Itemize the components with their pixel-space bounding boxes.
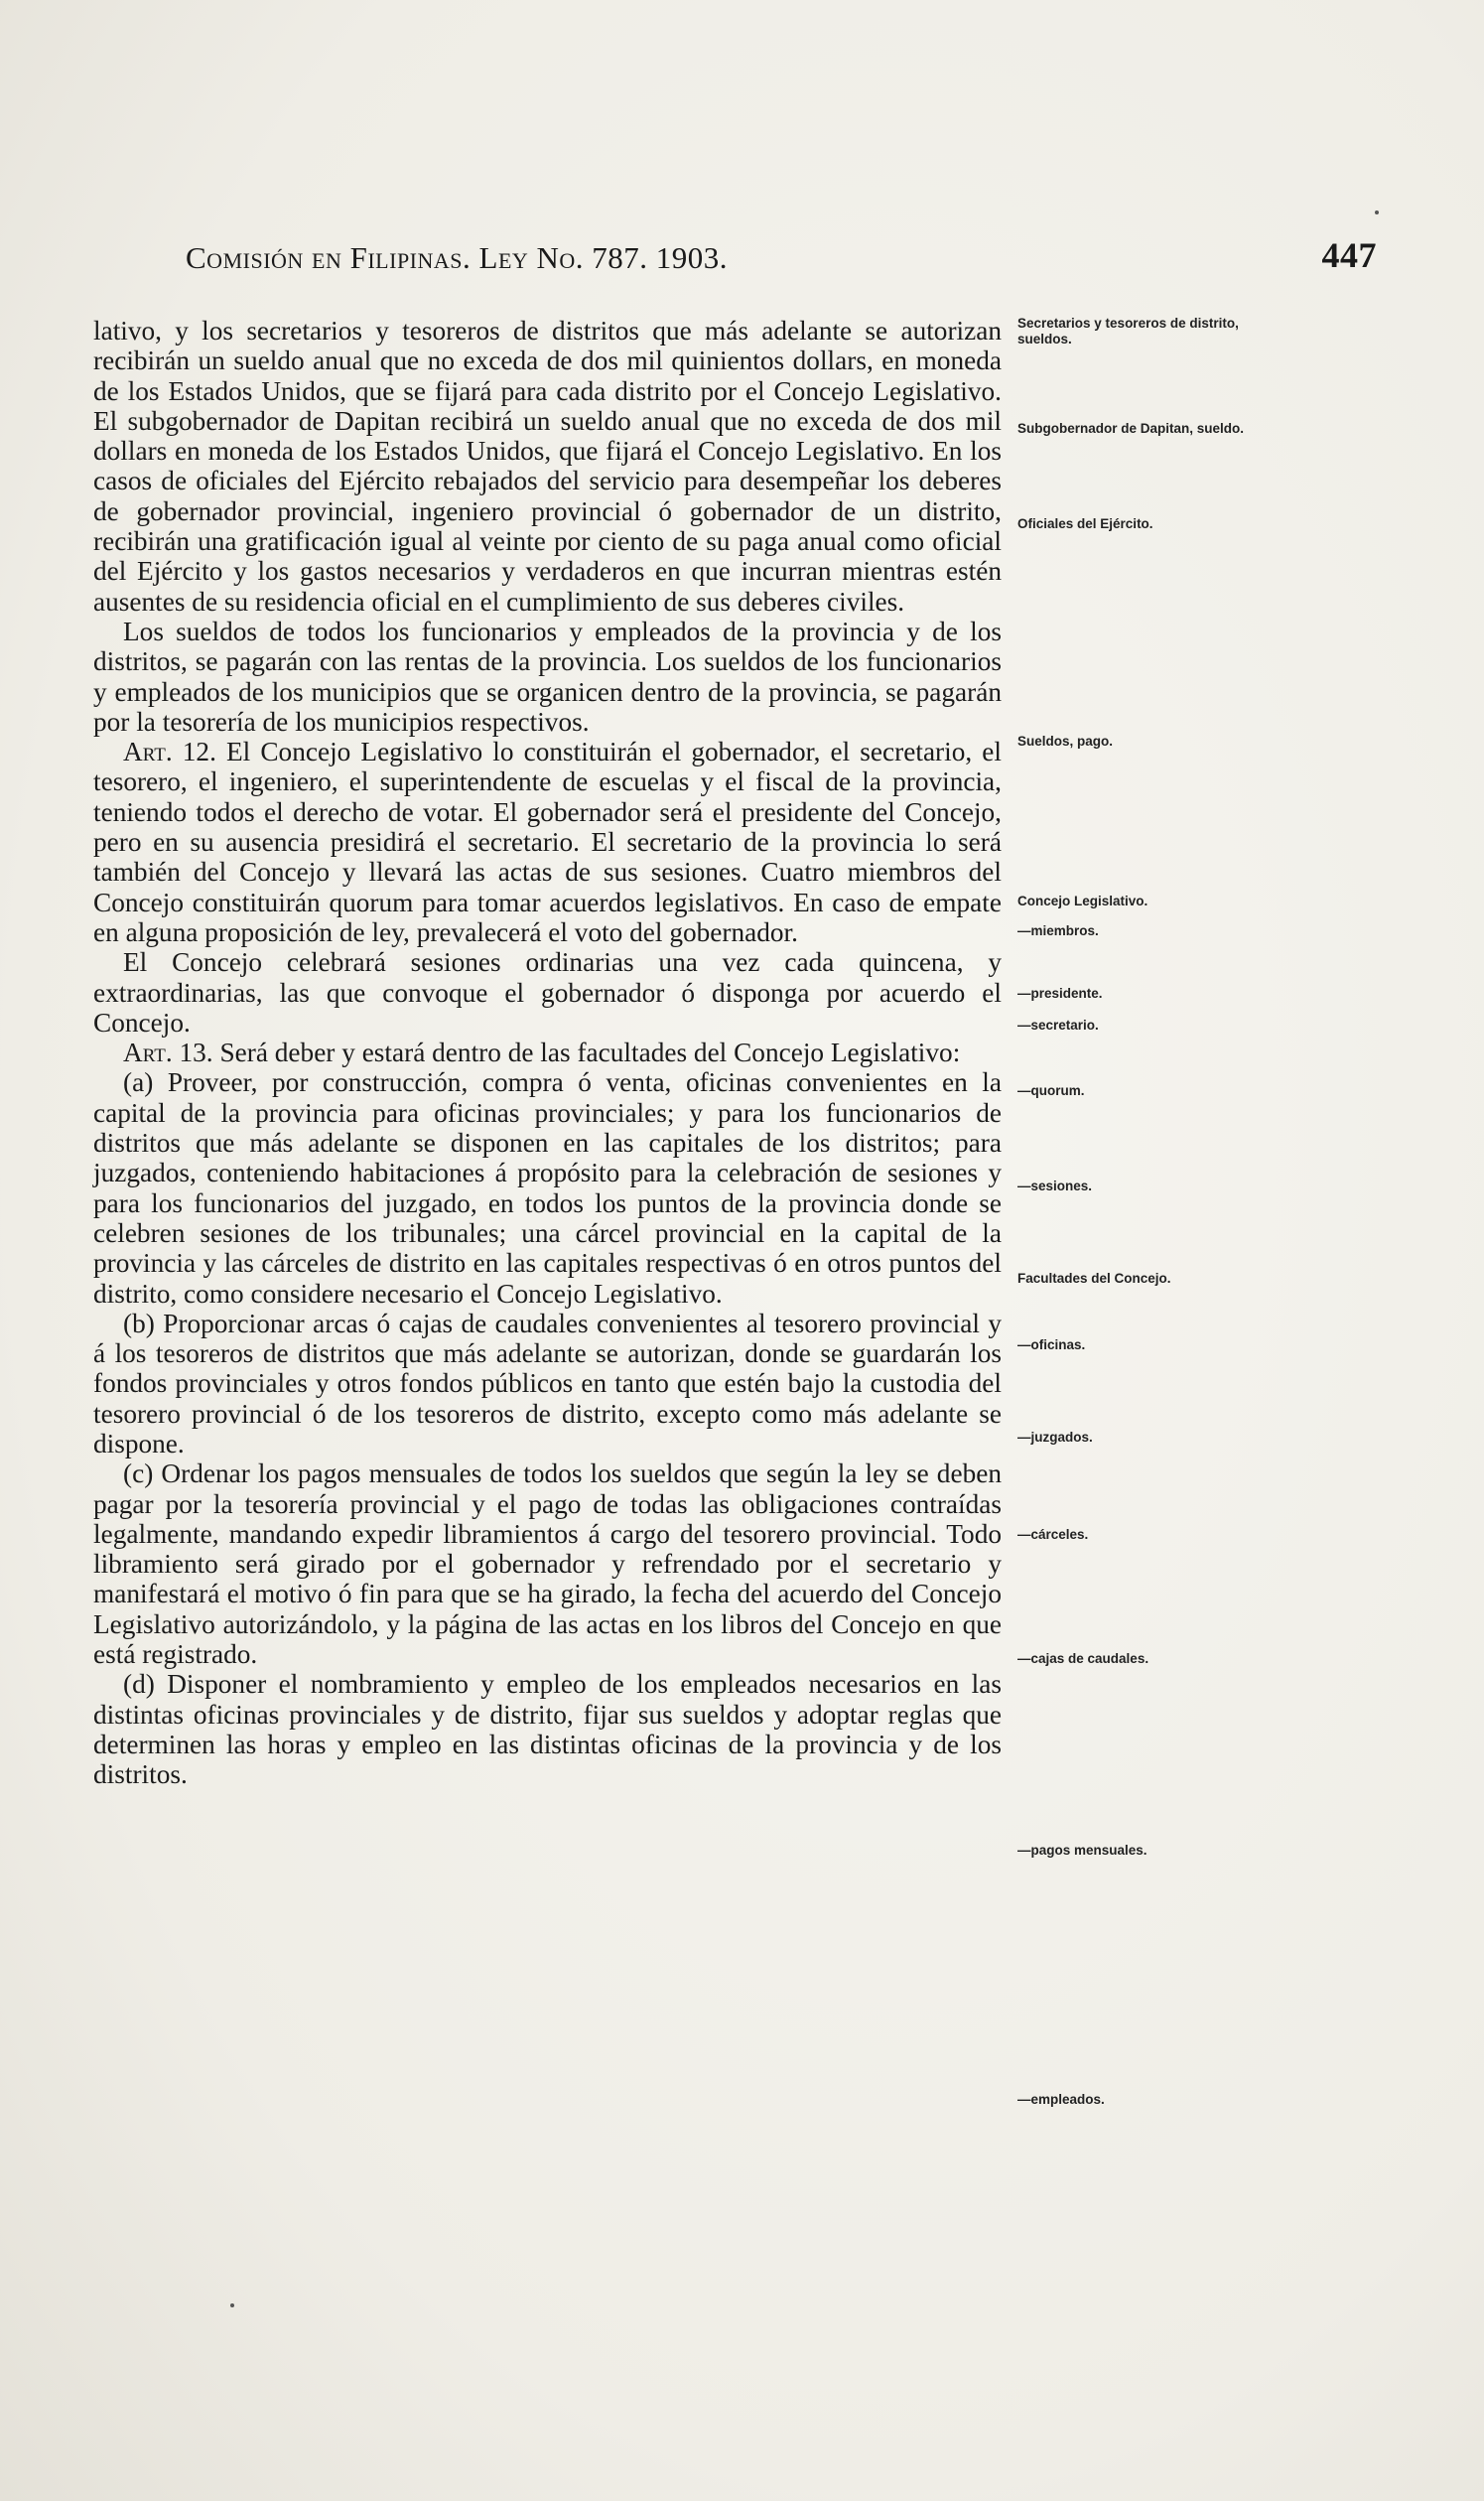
margin-note: —cárceles. [1017,1527,1089,1542]
margin-note: —presidente. [1017,986,1103,1001]
margin-note: Subgobernador de Dapitan, sueldo. [1017,421,1245,436]
margin-note: Concejo Legislativo. [1017,894,1148,908]
paragraph: lativo, y los secretarios y tesoreros de distritos que más adelante se autorizan recibirán un sueldo anual que no exceda de dos mil quinientos dollars, en moneda de los Estados Unidos, que se fijará para cada distrito por el Concejo Legislativo. El subgobernador de Dapitan recibirá un sueldo anual que no exceda de dos mil dollars en moneda de los Estados Unidos, que fijará el Concejo Legislativo. En los casos de oficiales del Ejército rebajados del servicio para desempeñar los deberes de gobernador provincial, ingeniero provincial ó gobernador de un distrito, recibirán una gratificación igual al veinte por ciento de su paga anual como oficial del Ejército y los gastos necesarios y verdaderos en que incurran mientras estén ausentes de su residencia oficial en el cumplimiento de sus deberes civiles. [93,316,1002,617]
margin-note: —sesiones. [1017,1179,1093,1193]
clause-paragraph: (d) Disponer el nombramiento y empleo de los empleados necesarios en las distintas oficinas provinciales y de distrito, fijar sus sueldos y adoptar reglas que determinen las horas y empleo en las distintas oficinas de la provincia y de los distritos. [93,1669,1002,1790]
article-paragraph [93,737,1002,947]
margin-note: —pagos mensuales. [1017,1843,1147,1858]
article-paragraph [93,1038,1002,1067]
margin-note: —quorum. [1017,1083,1085,1098]
page-number: 447 [1321,235,1377,275]
paragraph: Los sueldos de todos los funcionarios y empleados de la provincia y de los distritos, se pagarán con las rentas de la provincia. Los sueldos de los funcionarios y empleados de los municipios que se organicen dentro de la provincia, se pagarán por la tesorería de los municipios respectivos. [93,616,1002,737]
print-speck [230,2303,234,2307]
margin-note: —cajas de caudales. [1017,1651,1149,1666]
margin-note: —oficinas. [1017,1337,1086,1352]
page-header [186,234,1377,284]
clause-paragraph: (c) Ordenar los pagos mensuales de todos los sueldos que según la ley se deben pagar por la tesorería provincial y el pago de todas las obligaciones contraídas legalmente, mandando expedir libramientos á cargo del tesorero provincial. Todo libramiento será girado por el gobernador y refrendado por el secretario y manifestará el motivo ó fin para que se ha girado, la fecha del acuerdo del Concejo Legislativo autorizándolo, y la página de las actas en los libros del Concejo en que está registrado. [93,1459,1002,1670]
margin-note: Oficiales del Ejército. [1017,516,1153,531]
margin-note: —empleados. [1017,2092,1105,2107]
running-title: Comisión en Filipinas. Ley No. 787. 1903. [186,240,729,275]
clause-paragraph: (a) Proveer, por construcción, compra ó venta, oficinas convenientes en la capital de la provincia para oficinas provinciales; y para los funcionarios de distritos que más adelante se disponen en las capitales de los distritos; para juzgados, conteniendo habitaciones á propósito para la celebración de sesiones y para los funcionarios del juzgado, en todos los puntos de la provincia donde se celebren sesiones de los tribunales; una cárcel provincial en la capital de la provincia y las cárceles de distrito en las capitales respectivas ó en otros puntos del distrito, como considere necesario el Concejo Legislativo. [93,1067,1002,1309]
article-number: Art. 13. [123,1038,213,1068]
margin-note: Secretarios y tesoreros de distrito, sueldos. [1017,316,1239,347]
print-speck [1375,210,1379,214]
margin-note: —miembros. [1017,923,1099,938]
paragraph: El Concejo celebrará sesiones ordinarias una vez cada quincena, y extraordinarias, las que convoque el gobernador ó disponga por acuerdo el Concejo. [93,947,1002,1038]
margin-note: —secretario. [1017,1018,1099,1033]
main-text [93,316,1002,1790]
article-number: Art. 12. [123,737,216,767]
margin-note: Sueldos, pago. [1017,734,1114,749]
margin-note: —juzgados. [1017,1430,1093,1445]
clause-paragraph: (b) Proporcionar arcas ó cajas de caudales convenientes al tesorero provincial y á los tesoreros de distritos que más adelante se autorizan, donde se guardarán los fondos provinciales y otros fondos públicos en tanto que estén bajo la custodia del tesorero provincial ó de los tesoreros de distrito, excepto como más adelante se dispone. [93,1308,1002,1459]
article-text: El Concejo Legislativo lo constituirán el gobernador, el secretario, el tesorero, el ingeniero, el superintendente de escuelas y el fiscal de la provincia, teniendo todos el derecho de votar. El gobernador será el presidente del Concejo, pero en su ausencia presidirá el secretario. El secretario de la provincia lo será también del Concejo y llevará las actas de sus sesiones. Cuatro miembros del Concejo constituirán quorum para tomar acuerdos legislativos. En caso de empate en alguna proposición de ley, prevalecerá el voto del gobernador. [93,737,1002,947]
article-text: Será deber y estará dentro de las facultades del Concejo Legislativo: [212,1038,961,1068]
margin-note: Facultades del Concejo. [1017,1271,1171,1286]
